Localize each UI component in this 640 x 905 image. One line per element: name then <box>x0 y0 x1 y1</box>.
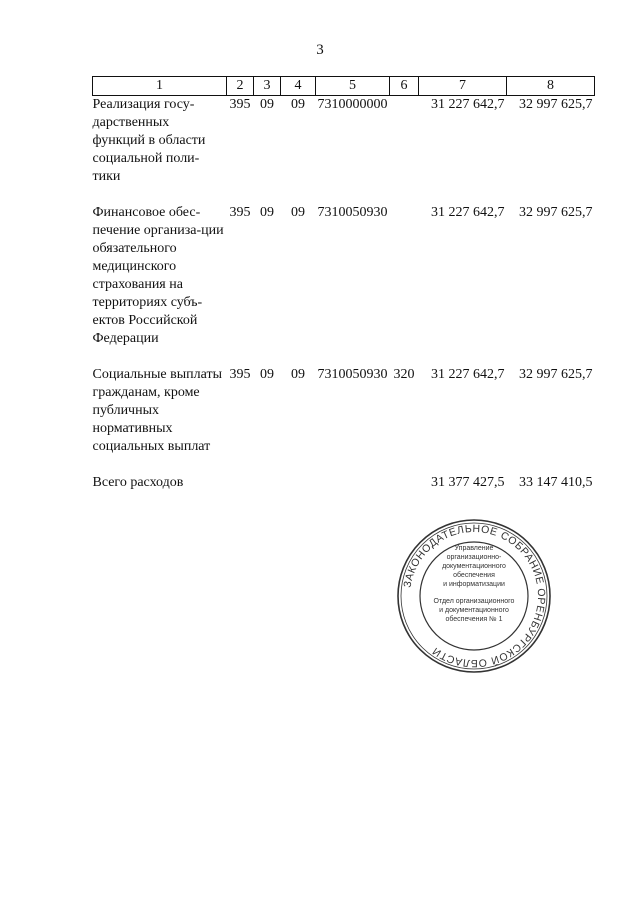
row-code-6: 320 <box>393 367 415 382</box>
row-code-2: 395 <box>229 205 251 220</box>
row-code-2: 395 <box>229 97 251 112</box>
row-amount-8: 32 997 625,7 <box>519 205 593 220</box>
row-code-5: 7310050930 <box>317 205 388 220</box>
row-code-5: 7310050930 <box>317 367 388 382</box>
row-amount-7: 31 227 642,7 <box>431 367 505 382</box>
stamp-line: Отдел организационного <box>433 598 515 605</box>
row-amount-8: 32 997 625,7 <box>519 97 593 112</box>
row-spacer <box>93 456 595 474</box>
stamp-line: организационно- <box>446 554 502 561</box>
row-code-3: 09 <box>260 205 274 220</box>
header-col-7: 7 <box>419 77 507 96</box>
stamp-outer-text: ЗАКОНОДАТЕЛЬНОЕ СОБРАНИЕ ОРЕНБУРГСКОЙ ОБЛАСТИ <box>401 522 548 670</box>
row-name: Финансовое обес-печение организа-ции обязательного медицинского страхования на территориях субъ-ектов Российской Федерации <box>92 205 224 346</box>
row-code-2: 395 <box>229 367 251 382</box>
header-col-6: 6 <box>390 77 419 96</box>
stamp-line: документационного <box>442 563 506 570</box>
stamp-line: и документационного <box>439 607 509 614</box>
total-amount-7: 31 377 427,5 <box>431 475 505 490</box>
stamp-line: обеспечения № 1 <box>445 616 503 623</box>
page-number: 3 <box>316 42 324 58</box>
row-amount-7: 31 227 642,7 <box>431 97 505 112</box>
row-name: Социальные выплаты гражданам, кроме публичных нормативных социальных выплат <box>92 367 223 454</box>
total-amount-8: 33 147 410,5 <box>519 475 593 490</box>
row-spacer <box>93 186 595 204</box>
header-col-3: 3 <box>254 77 281 96</box>
header-col-5: 5 <box>316 77 390 96</box>
row-code-3: 09 <box>260 97 274 112</box>
header-col-2: 2 <box>227 77 254 96</box>
row-code-4: 09 <box>291 367 305 382</box>
official-stamp <box>396 518 552 674</box>
table-row <box>93 366 595 456</box>
stamp-inner-text <box>430 544 518 624</box>
row-spacer <box>93 348 595 366</box>
row-amount-8: 32 997 625,7 <box>519 367 593 382</box>
table-row <box>93 96 595 187</box>
stamp-line: Управление <box>454 545 494 552</box>
total-label: Всего расходов <box>92 475 184 490</box>
header-row <box>93 77 595 96</box>
row-name: Реализация госу-дарственных функций в области социальной поли-тики <box>92 97 206 184</box>
header-col-4: 4 <box>281 77 316 96</box>
row-code-6 <box>390 96 419 187</box>
header-col-8: 8 <box>507 77 595 96</box>
total-empty <box>390 474 419 492</box>
table-row <box>93 204 595 348</box>
row-code-6 <box>390 204 419 348</box>
row-code-5: 7310000000 <box>317 97 388 112</box>
budget-table <box>92 76 595 492</box>
stamp-line: обеспечения <box>453 572 495 579</box>
row-code-3: 09 <box>260 367 274 382</box>
row-code-4: 09 <box>291 97 305 112</box>
stamp-line: и информатизации <box>443 581 505 588</box>
row-code-4: 09 <box>291 205 305 220</box>
row-amount-7: 31 227 642,7 <box>431 205 505 220</box>
total-row <box>93 474 595 492</box>
header-col-1: 1 <box>93 77 227 96</box>
